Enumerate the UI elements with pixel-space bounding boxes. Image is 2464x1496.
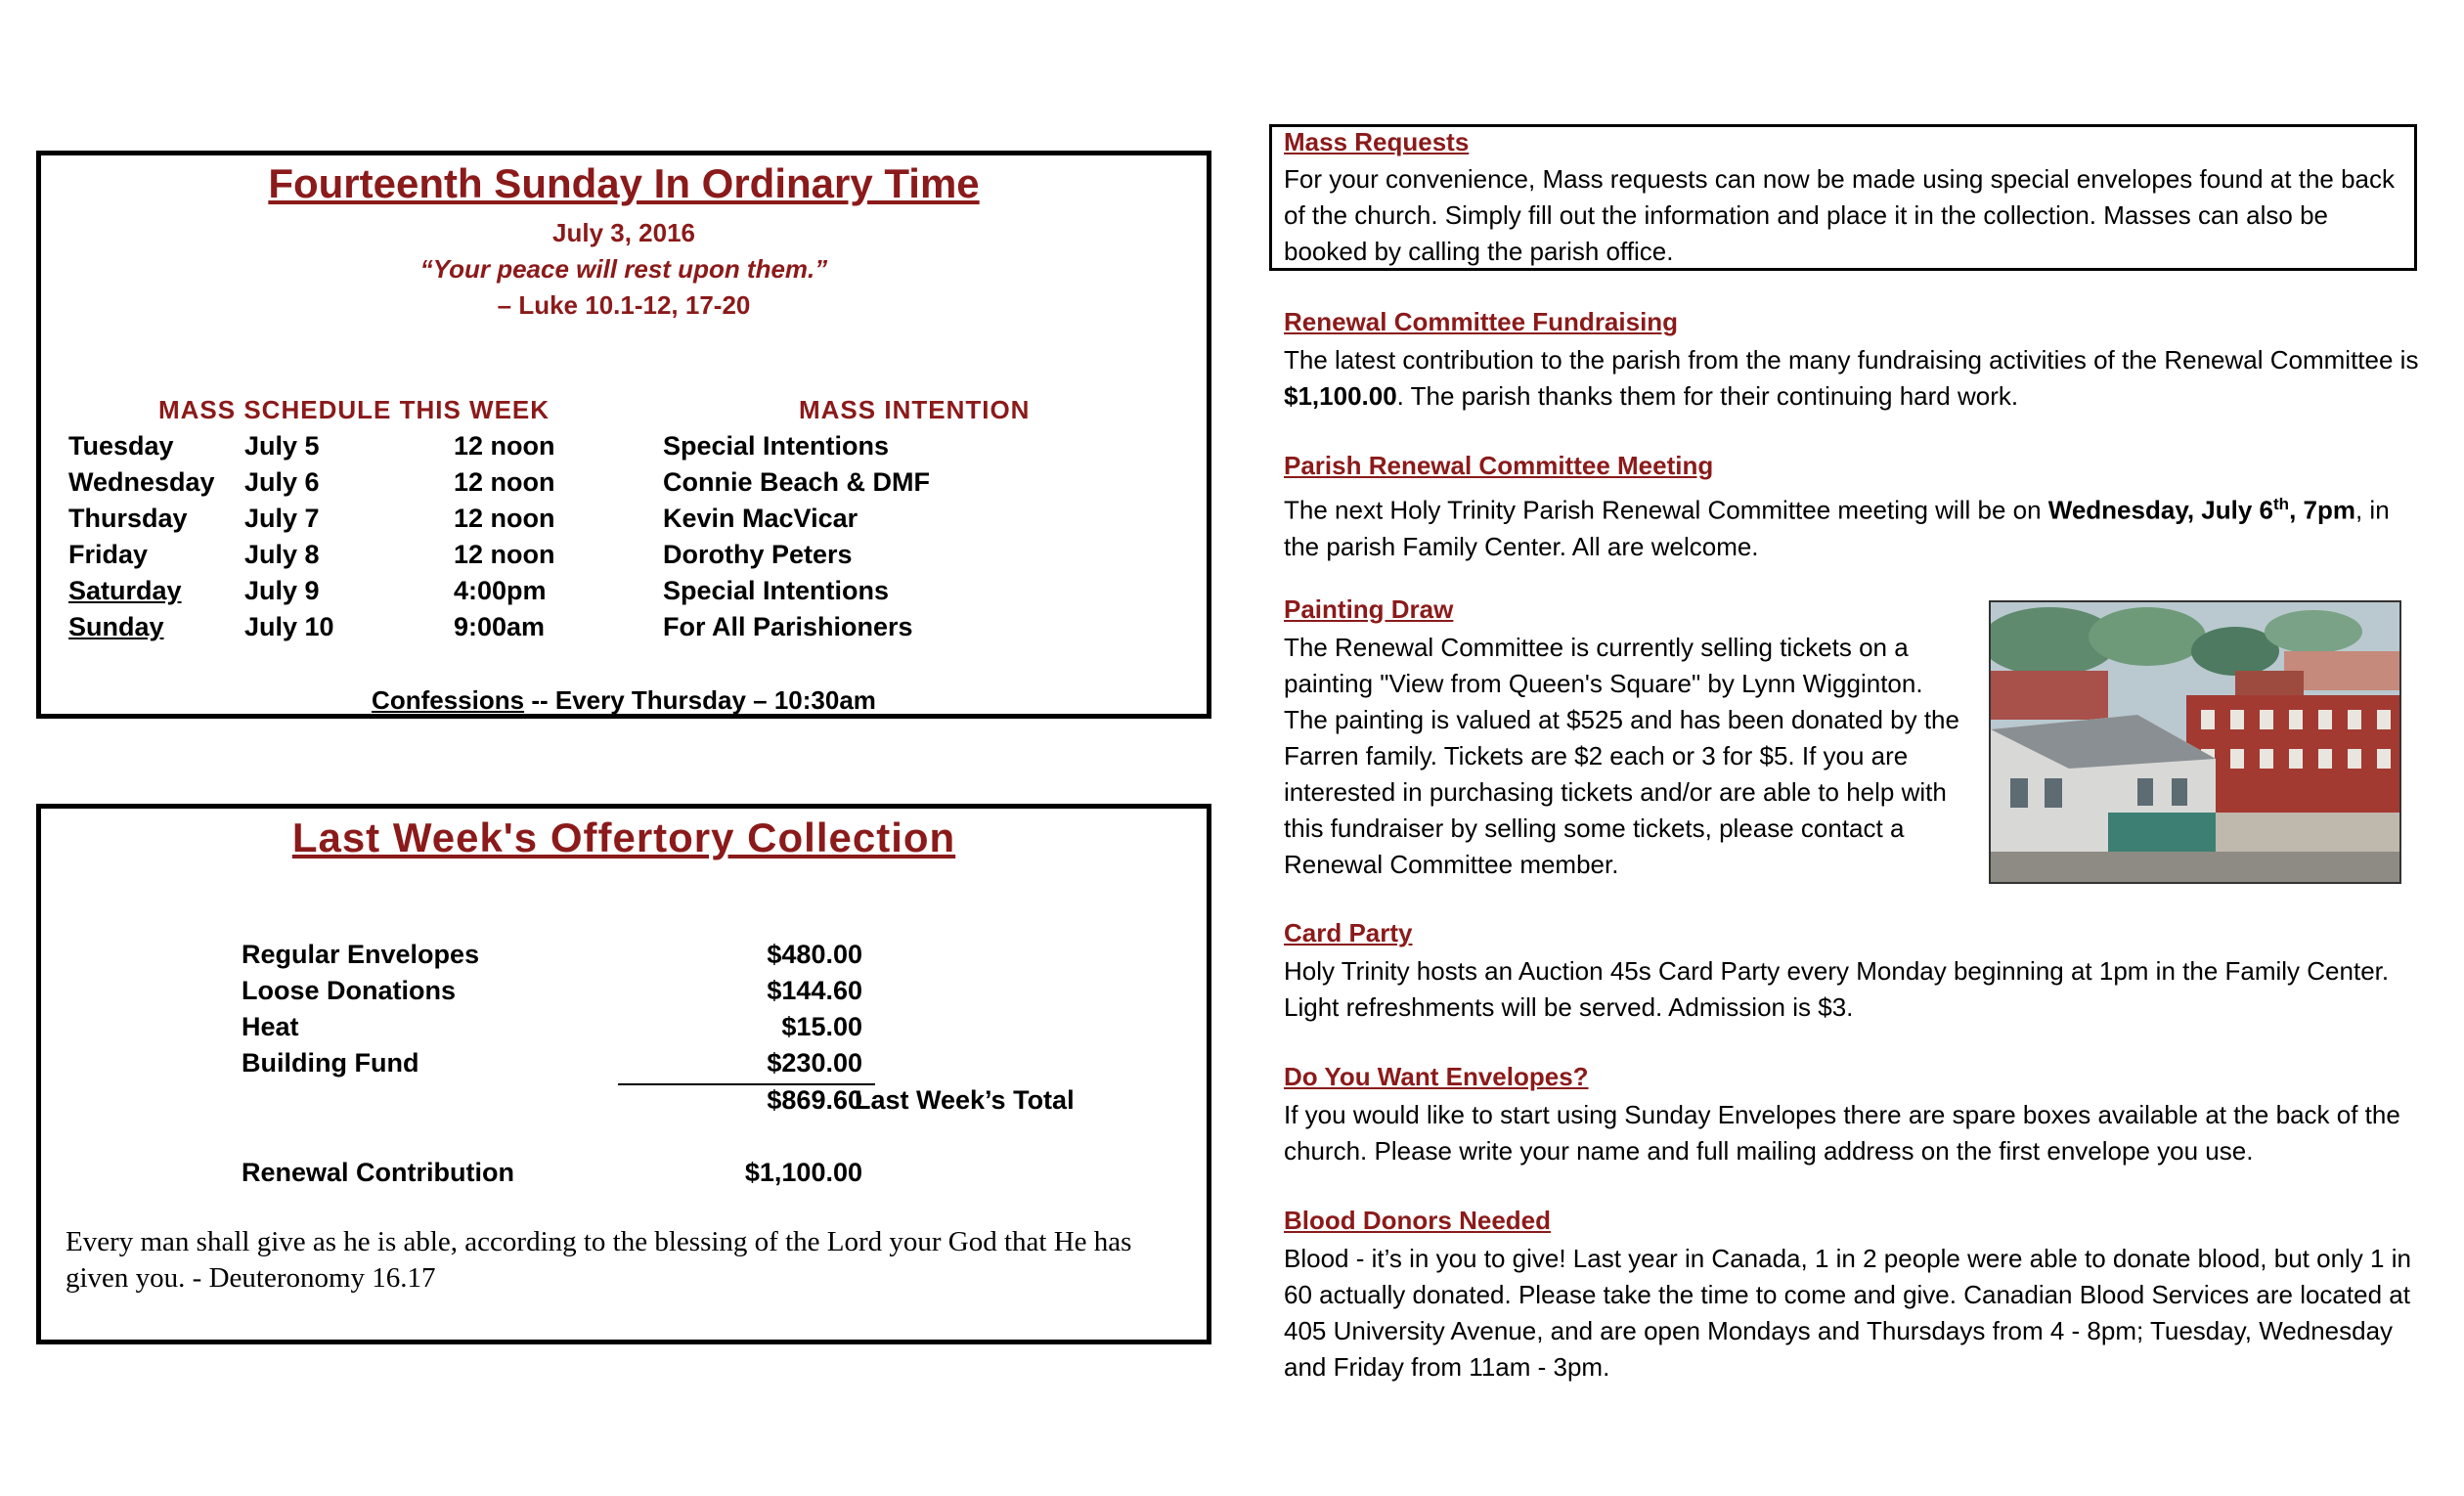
card-party-body: Holy Trinity hosts an Auction 45s Card Party every Monday beginning at 1pm in the Family Center. Light refreshments will be served. Admission is $3. — [1284, 956, 2390, 1022]
schedule-date: July 3, 2016 — [552, 218, 695, 247]
schedule-header: MASS SCHEDULE THIS WEEK — [158, 395, 550, 424]
row-date: July 8 — [244, 540, 320, 569]
body-bold: Wednesday, July 6 — [2047, 495, 2274, 525]
row-day: Friday — [68, 540, 149, 569]
schedule-title: Fourteenth Sunday In Ordinary Time — [268, 160, 980, 206]
row-intention: Special Intentions — [663, 431, 890, 461]
offertory-amount: $480.00 — [767, 940, 862, 969]
row-date: July 10 — [244, 612, 334, 641]
envelopes-body: If you would like to start using Sunday Envelopes there are spare boxes available at the back of the church. Please write your name and full mailing address on the first envelope you use. — [1284, 1100, 2400, 1166]
renewal-meeting-title: Parish Renewal Committee Meeting — [1284, 451, 1714, 480]
mass-requests-body: For your convenience, Mass requests can now be made using special envelopes found at the back of the church. Simply fill out the information and place it in the collection. Masses can also be booked by calling the parish office. — [1284, 164, 2396, 266]
painting-illustration — [1991, 602, 2401, 884]
row-day: Thursday — [68, 504, 188, 533]
body-text: , in the parish Family Center. All are welcome. — [1284, 495, 2390, 561]
offertory-label: Regular Envelopes — [242, 940, 480, 969]
confessions-text: -- Every Thursday – 10:30am — [531, 685, 876, 715]
row-intention: Dorothy Peters — [663, 540, 853, 569]
row-intention: Special Intentions — [663, 576, 890, 605]
mass-requests-title: Mass Requests — [1284, 127, 1470, 156]
row-intention: Kevin MacVicar — [663, 504, 858, 533]
row-date: July 9 — [244, 576, 320, 605]
offertory-label: Loose Donations — [242, 976, 457, 1005]
blood-donors-body: Blood - it’s in you to give! Last year in Canada, 1 in 2 people were able to donate blood, but only 1 in 60 actually donated. Please take the time to come and give. Canadian Blood Services are located at 405 University Avenue, and are open Mondays and Thursdays from 4 - 8pm; Tuesday, Wednesday and Friday from 11am - 3pm. — [1284, 1244, 2411, 1382]
offertory-amount: $144.60 — [767, 976, 862, 1005]
renewal-fundraising-body — [1284, 342, 2428, 415]
painting-draw-body: The Renewal Committee is currently selling tickets on a painting "View from Queen's Square" by Lynn Wigginton. The painting is valued at $525 and has been donated by the Farren family. Tickets are $2 each or 3 for $5. If you are interested in purchasing tickets and/or are able to help with this fundraiser by selling some tickets, please contact a Renewal Committee member. — [1284, 633, 1959, 879]
offertory-label: Heat — [242, 1012, 299, 1041]
total-label: Last Week’s Total — [855, 1085, 1075, 1115]
body-text: The latest contribution to the parish from the many fundraising activities of the Renewal Committee is — [1284, 345, 2419, 374]
row-time: 12 noon — [454, 504, 555, 533]
offertory-amount: $15.00 — [781, 1012, 862, 1041]
body-sup: th — [2273, 495, 2290, 513]
row-day: Saturday — [68, 576, 182, 605]
painting-image — [1989, 600, 2401, 884]
mass-schedule-box — [36, 151, 1211, 719]
body-bold: , 7pm — [2289, 495, 2355, 525]
painting-draw-title: Painting Draw — [1284, 594, 1454, 624]
card-party-title: Card Party — [1284, 918, 1413, 947]
row-day: Tuesday — [68, 431, 174, 461]
offertory-box — [36, 804, 1211, 1344]
total-amount: $869.60 — [767, 1085, 862, 1115]
scripture-verse: Every man shall give as he is able, according to the blessing of the Lord your God that He has given you. - Deuteronomy 16.17 — [66, 1226, 1132, 1294]
confessions-label: Confessions — [372, 685, 525, 715]
row-time: 12 noon — [454, 540, 555, 569]
renewal-fundraising-title: Renewal Committee Fundraising — [1284, 307, 1679, 336]
row-day: Sunday — [68, 612, 164, 641]
offertory-amount: $230.00 — [767, 1048, 862, 1078]
row-time: 12 noon — [454, 467, 555, 497]
blood-donors-title: Blood Donors Needed — [1284, 1206, 1552, 1235]
body-text: . The parish thanks them for their continuing hard work. — [1396, 381, 2019, 411]
body-bold: $1,100.00 — [1284, 381, 1397, 411]
schedule-quote: “Your peace will rest upon them.” — [419, 254, 828, 284]
row-time: 4:00pm — [454, 576, 547, 605]
renewal-amount: $1,100.00 — [744, 1158, 862, 1187]
confessions-line — [41, 685, 1207, 716]
offertory-label: Building Fund — [242, 1048, 419, 1078]
row-intention: Connie Beach & DMF — [663, 467, 931, 497]
row-time: 12 noon — [454, 431, 555, 461]
row-date: July 6 — [244, 467, 320, 497]
row-date: July 5 — [244, 431, 320, 461]
envelopes-title: Do You Want Envelopes? — [1284, 1062, 1589, 1091]
schedule-reference: – Luke 10.1-12, 17-20 — [497, 290, 751, 320]
row-intention: For All Parishioners — [663, 612, 913, 641]
intention-header: MASS INTENTION — [799, 395, 1031, 424]
row-time: 9:00am — [454, 612, 546, 641]
renewal-label: Renewal Contribution — [242, 1158, 514, 1187]
offertory-title: Last Week's Offertory Collection — [291, 814, 956, 860]
body-text: The next Holy Trinity Parish Renewal Committee meeting will be on — [1284, 495, 2048, 525]
row-day: Wednesday — [68, 467, 215, 497]
renewal-meeting-body — [1284, 486, 2428, 565]
row-date: July 7 — [244, 504, 320, 533]
